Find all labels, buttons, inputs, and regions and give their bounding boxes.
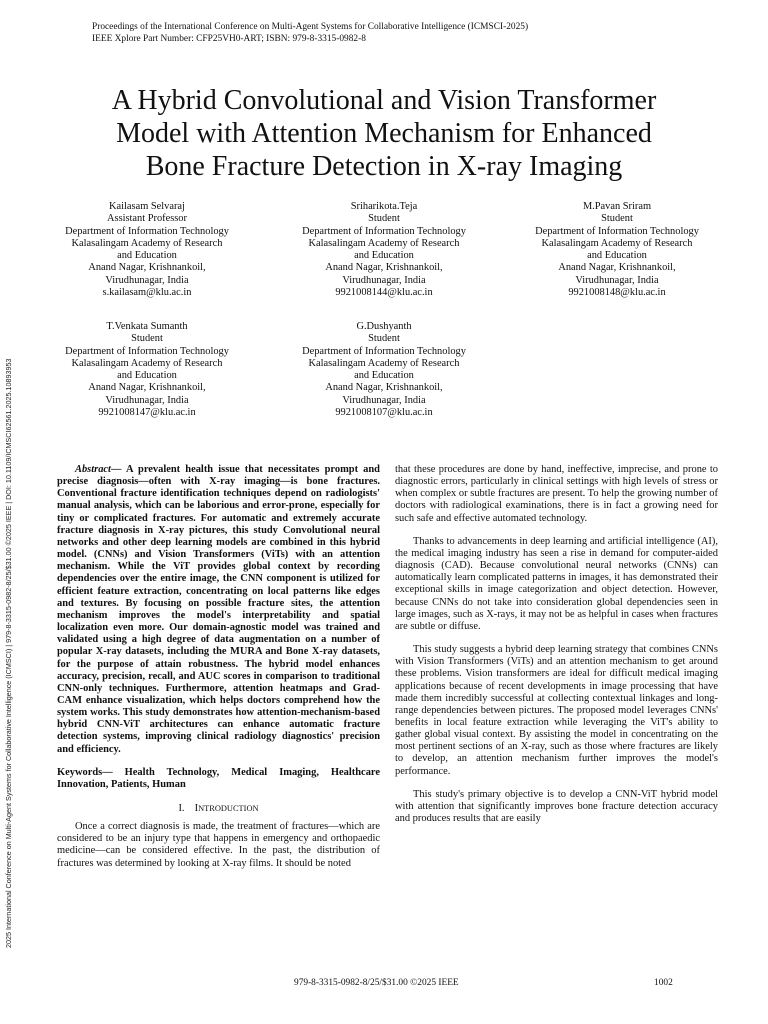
author-department: Department of Information Technology: [302, 225, 466, 237]
author-institution: and Education: [117, 250, 177, 262]
section-title-initial: I: [194, 803, 199, 815]
keywords-label: Keywords: [57, 766, 103, 778]
title-line: Model with Attention Mechanism for Enhanced: [116, 118, 652, 149]
author-block-1: [32, 201, 262, 299]
footer-copyright: 979-8-3315-0982-8/25/$31.00 ©2025 IEEE: [294, 978, 459, 988]
author-address: Anand Nagar, Krishnankoil,: [325, 262, 443, 274]
body-paragraph: This study suggests a hybrid deep learning strategy that combines CNNs with Vision Transformers (ViTs) and an attention mechanism to get around these problems. Vision transformers are ideal for difficult medical imaging applications because of recent developments in image processing that have made them incredibly successful at collecting contextual linkages and long-range dependencies between pictures. The proposed model leverages CNNs' benefits in local feature extraction while leveraging the ViT's ability to gather global visual context. By assisting the model in concentrating on the most pertinent sections of an X-ray, such as those where fractures are likely to develop, an attention mechanism further improves the model's performance.: [395, 644, 718, 777]
paper-title: [60, 84, 708, 183]
author-email: 9921008148@klu.ac.in: [568, 287, 666, 299]
body-paragraph: Thanks to advancements in deep learning and artificial intelligence (AI), the medical imaging industry has seen a rise in demand for computer-aided diagnosis (CAD). Because convolutional neural networks (CNNs) can automatically learn complicated patterns in images, it has demonstrated their exceptional skills in image categorization and object detection. However, because CNNs do not take into consideration global dependencies seen in large images, such as X-rays, it may not be as helpful in cases when fractures are subtle or diffuse.: [395, 535, 718, 632]
author-email: 9921008107@klu.ac.in: [335, 407, 433, 419]
abstract-paragraph: [57, 464, 380, 756]
section-title-rest: NTRODUCTION: [198, 804, 259, 814]
author-role: Student: [368, 213, 400, 225]
author-address: Anand Nagar, Krishnankoil,: [558, 262, 676, 274]
author-institution: Kalasalingam Academy of Research: [541, 237, 693, 249]
author-email: 9921008147@klu.ac.in: [98, 407, 196, 419]
keywords-paragraph: [57, 767, 380, 791]
author-name: Sriharikota.Teja: [350, 201, 418, 212]
author-address: Virudhunagar, India: [575, 274, 659, 286]
section-heading-introduction: [57, 803, 380, 815]
author-name: G.Dushyanth: [356, 321, 412, 332]
author-institution: Kalasalingam Academy of Research: [71, 237, 223, 249]
right-column: [395, 464, 718, 825]
proceedings-line: Proceedings of the International Conference on Multi-Agent Systems for Collaborative Intelligence (ICMSCI-2025): [92, 22, 529, 32]
title-line: Bone Fracture Detection in X-ray Imaging: [145, 151, 623, 182]
author-institution: and Education: [587, 250, 647, 262]
author-address: Virudhunagar, India: [342, 274, 426, 286]
author-address: Anand Nagar, Krishnankoil,: [325, 382, 443, 394]
author-address: Virudhunagar, India: [105, 274, 189, 286]
author-institution: Kalasalingam Academy of Research: [308, 237, 460, 249]
author-department: Department of Information Technology: [302, 345, 466, 357]
author-role: Assistant Professor: [107, 213, 187, 225]
author-institution: and Education: [117, 370, 177, 382]
author-block-4: [32, 321, 262, 419]
author-department: Department of Information Technology: [65, 225, 229, 237]
author-role: Student: [601, 213, 633, 225]
author-email: s.kailasam@klu.ac.in: [102, 287, 192, 299]
abstract-label: Abstract: [75, 464, 111, 475]
abstract-text: A prevalent health issue that necessitates prompt and precise diagnosis—often with X-ray imaging—is bone fractures. Conventional fracture identification techniques depend on radiologists' manual analysis, which can be laborious and error-prone, especially for tiny or complicated fractures. For automatic and extremely accurate fracture diagnosis in X-ray pictures, this study Convolutional neural networks and other deep learning models are combined in this hybrid model. (CNNs) and Vision Transformers (ViTs) with an attention mechanism. While the ViT provides global context by recording dependencies over the entire image, the CNN component is utilized for efficient feature extraction, concentrating on local patterns like edges and textures. By focusing on possible fracture sites, the attention mechanism improves the model's interpretability and spatial localization even more. Our domain-agnostic model was trained and validated using a high degree of data augmentation on a number of popular X-ray datasets, including the MURA and Bone X-ray datasets, for the purpose of attain robustness. The hybrid model enhances accuracy, precision, recall, and AUC scores in comparison to traditional CNN-only techniques. Furthermore, attention heatmaps and Grad-CAM enhance visualization, which helps doctors comprehend how the system works. This study demonstrates how attention-mechanism-based hybrid CNN-ViT architectures can enhance automatic fracture detection systems, improving clinical radiology diagnostics' precision and efficiency.: [57, 464, 380, 755]
author-department: Department of Information Technology: [65, 345, 229, 357]
left-column: [57, 464, 380, 870]
keywords-text: Health Technology, Medical Imaging, Healthcare Innovation, Patients, Human: [57, 766, 380, 790]
body-paragraph: that these procedures are done by hand, ineffective, imprecise, and prone to diagnostic errors, particularly in clinical settings with high levels of stress or when complex or subtle fractures are present. To help the growing number of doctors with radiological examinations, there is in fact a growing need for such safe and effective automated technology.: [395, 464, 718, 524]
author-address: Anand Nagar, Krishnankoil,: [88, 382, 206, 394]
author-institution: Kalasalingam Academy of Research: [308, 357, 460, 369]
author-role: Student: [131, 333, 163, 345]
author-role: Student: [368, 333, 400, 345]
body-paragraph: This study's primary objective is to develop a CNN-ViT hybrid model with attention that significantly improves bone fracture detection accuracy and produces results that are easily: [395, 788, 718, 825]
isbn-line: IEEE Xplore Part Number: CFP25VH0-ART; ISBN: 979-8-3315-0982-8: [92, 34, 366, 44]
section-number: I.: [178, 803, 185, 815]
abstract-dash: —: [110, 464, 126, 475]
author-institution: Kalasalingam Academy of Research: [71, 357, 223, 369]
author-block-5: [269, 321, 499, 419]
author-department: Department of Information Technology: [535, 225, 699, 237]
author-name: Kailasam Selvaraj: [109, 201, 185, 212]
author-name: M.Pavan Sriram: [582, 201, 652, 212]
author-address: Virudhunagar, India: [342, 394, 426, 406]
author-block-3: [502, 201, 732, 299]
author-block-2: [269, 201, 499, 299]
keywords-dash: —: [102, 766, 125, 778]
page-number: 1002: [654, 978, 673, 988]
author-address: Anand Nagar, Krishnankoil,: [88, 262, 206, 274]
author-name: T.Venkata Sumanth: [106, 321, 188, 332]
title-line: A Hybrid Convolutional and Vision Transformer: [111, 85, 657, 116]
intro-paragraph: Once a correct diagnosis is made, the treatment of fractures—which are considered to be an injury type that happens in emergency and orthopaedic medicine—can be considered effective. In the past, the distribution of fractures was determined by looking at X-ray films. It should be noted: [57, 821, 380, 869]
sidebar-doi-text: 2025 International Conference on Multi-Agent Systems for Collaborative Intelligence (ICMSCI) | 979-8-3315-0982-8/25/$31.00 ©2025 IEEE | DOI: 10.1109/ICMSCI62561.2025.10893953: [4, 358, 13, 948]
author-institution: and Education: [354, 250, 414, 262]
author-email: 9921008144@klu.ac.in: [335, 287, 433, 299]
author-address: Virudhunagar, India: [105, 394, 189, 406]
author-institution: and Education: [354, 370, 414, 382]
